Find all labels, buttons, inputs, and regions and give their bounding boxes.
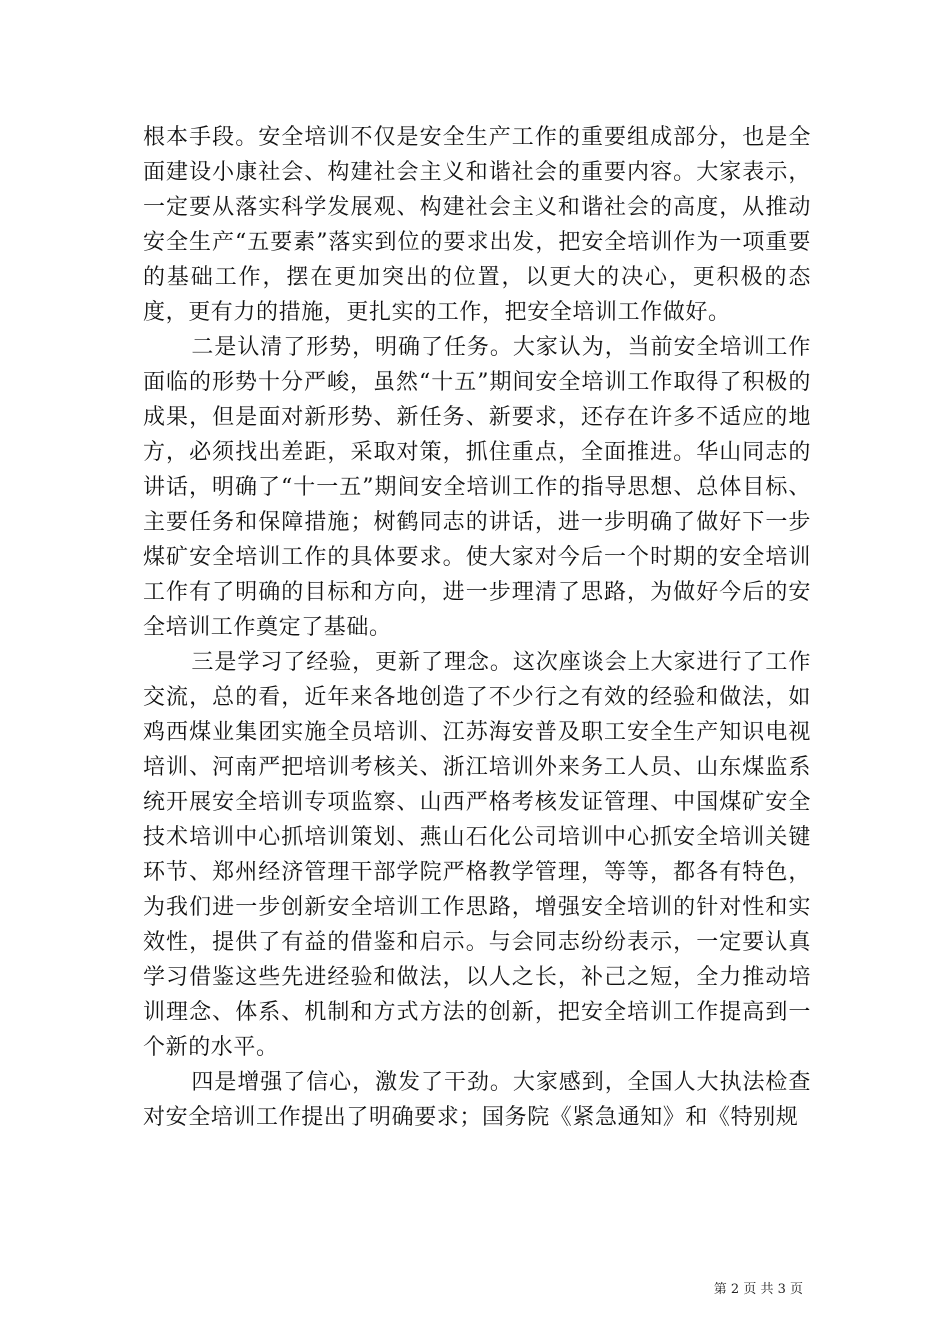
- paragraph-continuation: 根本手段。安全培训不仅是安全生产工作的重要组成部分，也是全面建设小康社会、构建社会主义和谐社会的重要内容。大家表示，一定要从落实科学发展观、构建社会主义和谐社会的高度，从推动安全生产“五要素”落实到位的要求出发，把安全培训作为一项重要的基础工作，摆在更加突出的位置，以更大的决心，更积极的态度，更有力的措施，更扎实的工作，把安全培训工作做好。: [143, 125, 811, 325]
- document-body: [143, 120, 811, 1135]
- paragraph-confidence-drive: 四是增强了信心，激发了干劲。大家感到，全国人大执法检查对安全培训工作提出了明确要求；国务院《紧急通知》和《特别规: [143, 1070, 811, 1130]
- page-number: 第 2 页 共 3 页: [713, 1282, 803, 1297]
- paragraph-situation-tasks: 二是认清了形势，明确了任务。大家认为，当前安全培训工作面临的形势十分严峻，虽然“十五”期间安全培训工作取得了积极的成果，但是面对新形势、新任务、新要求，还存在许多不适应的地方，必须找出差距，采取对策，抓住重点，全面推进。华山同志的讲话，明确了“十一五”期间安全培训工作的指导思想、总体目标、主要任务和保障措施；树鹤同志的讲话，进一步明确了做好下一步煤矿安全培训工作的具体要求。使大家对今后一个时期的安全培训工作有了明确的目标和方向，进一步理清了思路，为做好今后的安全培训工作奠定了基础。: [143, 335, 811, 640]
- paragraph-experience-ideas: 三是学习了经验，更新了理念。这次座谈会上大家进行了工作交流，总的看，近年来各地创造了不少行之有效的经验和做法，如鸡西煤业集团实施全员培训、江苏海安普及职工安全生产知识电视培训、河南严把培训考核关、浙江培训外来务工人员、山东煤监系统开展安全培训专项监察、山西严格考核发证管理、中国煤矿安全技术培训中心抓培训策划、燕山石化公司培训中心抓安全培训关键环节、郑州经济管理干部学院严格教学管理，等等，都各有特色，为我们进一步创新安全培训工作思路，增强安全培训的针对性和实效性，提供了有益的借鉴和启示。与会同志纷纷表示，一定要认真学习借鉴这些先进经验和做法，以人之长，补己之短，全力推动培训理念、体系、机制和方式方法的创新，把安全培训工作提高到一个新的水平。: [143, 650, 811, 1060]
